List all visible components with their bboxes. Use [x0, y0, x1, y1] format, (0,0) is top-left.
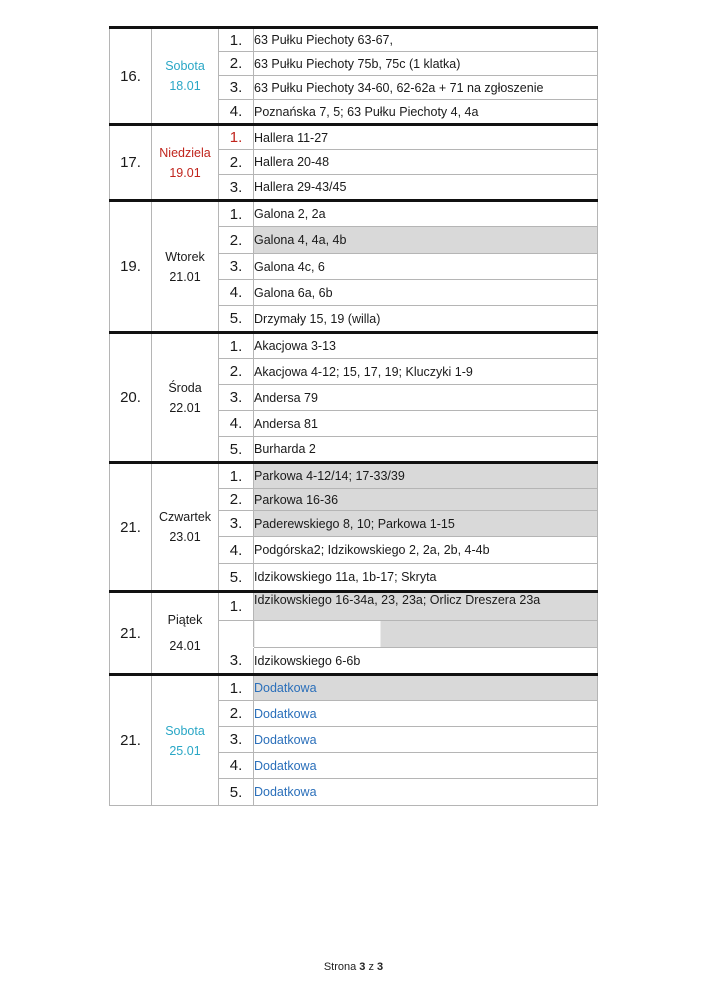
row-index: 2.: [219, 701, 254, 727]
table-row: [110, 28, 598, 52]
row-address: Dodatkowa: [254, 753, 598, 779]
row-index: 1.: [219, 463, 254, 489]
row-index: 4.: [219, 411, 254, 437]
day-date: 19.01: [169, 165, 201, 180]
group-day: [152, 201, 219, 333]
day-name: Piątek: [167, 613, 203, 627]
row-index: 3.: [219, 511, 254, 537]
day-date: 21.01: [169, 269, 201, 284]
table-row: [110, 333, 598, 359]
schedule-table: [109, 26, 598, 806]
table-row: [110, 675, 598, 701]
row-index: 1.: [219, 592, 254, 621]
group-day: [152, 333, 219, 463]
row-address: Andersa 81: [254, 411, 598, 437]
row-index: 3.: [219, 175, 254, 201]
row-address: Parkowa 16-36: [254, 489, 598, 511]
row-index: 2.: [219, 359, 254, 385]
row-address: Dodatkowa: [254, 779, 598, 806]
row-index: 1.: [219, 201, 254, 227]
row-index: 4.: [219, 100, 254, 125]
day-name: Czwartek: [158, 510, 212, 524]
row-address: Idzikowskiego 6-6b: [254, 648, 598, 675]
row-address: [254, 621, 598, 648]
footer-page-number: 3: [359, 961, 366, 973]
row-address: 63 Pułku Piechoty 63-67,: [254, 28, 598, 52]
row-index: [219, 621, 254, 648]
row-address: Hallera 29-43/45: [254, 175, 598, 201]
row-index: 4.: [219, 537, 254, 564]
row-address: Akacjowa 4-12; 15, 17, 19; Kluczyki 1-9: [254, 359, 598, 385]
row-index: 5.: [219, 779, 254, 806]
row-index: 3.: [219, 385, 254, 411]
group-day: [152, 125, 219, 201]
footer-prefix: Strona: [323, 961, 357, 973]
group-number: 17.: [110, 125, 152, 201]
row-index: 3.: [219, 254, 254, 280]
row-index: 3.: [219, 727, 254, 753]
group-number: 21.: [110, 463, 152, 592]
row-address: Galona 4, 4a, 4b: [254, 227, 598, 254]
row-address: Hallera 20-48: [254, 150, 598, 175]
row-address: Akacjowa 3-13: [254, 333, 598, 359]
group-day: [152, 675, 219, 806]
day-name: Niedziela: [159, 145, 211, 160]
table-row: [110, 125, 598, 150]
page-footer: [0, 961, 707, 973]
footer-separator: z: [368, 961, 374, 973]
row-index: 2.: [219, 489, 254, 511]
row-index: 5.: [219, 437, 254, 463]
table-row: [110, 592, 598, 621]
row-index: 1.: [219, 125, 254, 150]
table-row: [110, 463, 598, 489]
group-number: 16.: [110, 28, 152, 125]
row-address: Paderewskiego 8, 10; Parkowa 1-15: [254, 511, 598, 537]
row-address: Dodatkowa: [254, 675, 598, 701]
day-date: 25.01: [169, 743, 201, 758]
row-address: Idzikowskiego 11a, 1b-17; Skryta: [254, 564, 598, 592]
row-index: 2.: [219, 150, 254, 175]
row-address: 63 Pułku Piechoty 75b, 75c (1 klatka): [254, 52, 598, 76]
row-address: Burharda 2: [254, 437, 598, 463]
row-address: Dodatkowa: [254, 727, 598, 753]
row-index: 4.: [219, 753, 254, 779]
day-name: Sobota: [165, 59, 205, 73]
row-address: Andersa 79: [254, 385, 598, 411]
day-name: Wtorek: [165, 249, 205, 264]
row-address: Hallera 11-27: [254, 125, 598, 150]
group-number: 20.: [110, 333, 152, 463]
row-address: Galona 4c, 6: [254, 254, 598, 280]
row-address: 63 Pułku Piechoty 34-60, 62-62a + 71 na zgłoszenie: [254, 76, 598, 100]
row-index: 4.: [219, 280, 254, 306]
group-day: [152, 28, 219, 125]
day-date: 23.01: [169, 530, 201, 544]
day-name: Środa: [168, 380, 202, 395]
row-address: Idzikowskiego 16-34a, 23, 23a; Orlicz Dreszera 23a: [254, 592, 598, 621]
day-date: 18.01: [169, 79, 201, 93]
row-address: Podgórska2; Idzikowskiego 2, 2a, 2b, 4-4b: [254, 537, 598, 564]
row-index: 1.: [219, 28, 254, 52]
row-index: 3.: [219, 648, 254, 675]
row-address: Galona 2, 2a: [254, 201, 598, 227]
row-index: 2.: [219, 52, 254, 76]
row-address: Dodatkowa: [254, 701, 598, 727]
day-date: 22.01: [169, 400, 201, 415]
row-index: 5.: [219, 564, 254, 592]
group-number: 21.: [110, 592, 152, 675]
row-address: Parkowa 4-12/14; 17-33/39: [254, 463, 598, 489]
row-address: Galona 6a, 6b: [254, 280, 598, 306]
group-day: [152, 463, 219, 592]
row-index: 5.: [219, 306, 254, 333]
row-index: 2.: [219, 227, 254, 254]
day-name: Sobota: [165, 723, 205, 738]
group-day: [152, 592, 219, 675]
day-date: 24.01: [169, 639, 201, 653]
group-number: 21.: [110, 675, 152, 806]
group-number: 19.: [110, 201, 152, 333]
table-row: [110, 201, 598, 227]
row-address: Poznańska 7, 5; 63 Pułku Piechoty 4, 4a: [254, 100, 598, 125]
row-index: 1.: [219, 333, 254, 359]
row-index: 3.: [219, 76, 254, 100]
footer-page-total: 3: [377, 961, 384, 973]
row-index: 1.: [219, 675, 254, 701]
row-address: Drzymały 15, 19 (willa): [254, 306, 598, 333]
